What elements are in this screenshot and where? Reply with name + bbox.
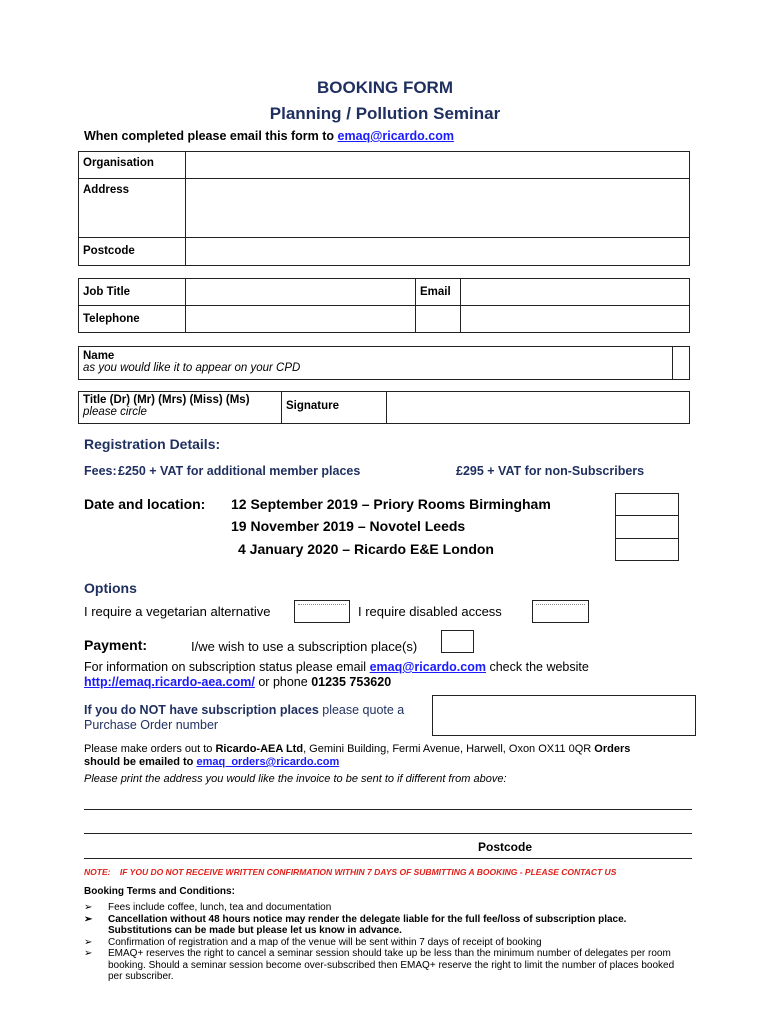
website-link[interactable]: http://emaq.ricardo-aea.com/ (84, 675, 255, 689)
options-heading: Options (84, 580, 137, 596)
postcode-label: Postcode (79, 238, 186, 266)
form-title: BOOKING FORM (317, 78, 453, 97)
date-checkbox-2[interactable] (615, 515, 679, 539)
term-text: Cancellation without 48 hours notice may render the delegate liable for the full fee/loss of subscription place. Substitutions can be made but please let us know in advance. (108, 913, 627, 936)
email-field[interactable] (461, 279, 690, 306)
note-label: NOTE: (84, 867, 111, 877)
note-text: IF YOU DO NOT RECEIVE WRITTEN CONFIRMATION WITHIN 7 DAYS OF SUBMITTING A BOOKING - PLEASE CONTACT US (119, 867, 617, 877)
organisation-field[interactable] (186, 152, 690, 179)
date-location-label: Date and location: (84, 496, 206, 512)
info-mid-text: check the website (489, 660, 589, 674)
arrow-bullet-icon: ➢ (84, 948, 93, 959)
invoice-address-line-1[interactable] (84, 809, 692, 810)
name-table (78, 346, 690, 380)
date-option-3: 4 January 2020 – Ricardo E&E London (238, 541, 494, 557)
list-item (84, 902, 684, 914)
phone-text: or phone (258, 675, 308, 689)
invoice-postcode-line[interactable] (84, 858, 692, 859)
date-option-1: 12 September 2019 – Priory Rooms Birmingham (231, 496, 551, 512)
postcode-field[interactable] (186, 238, 690, 266)
job-title-field[interactable] (186, 279, 416, 306)
po-bold-text: If you do NOT have subscription places (84, 703, 319, 717)
terms-list (84, 902, 684, 983)
list-item (84, 914, 684, 937)
disabled-access-checkbox[interactable] (532, 600, 589, 623)
payment-label: Payment: (84, 637, 148, 653)
vegetarian-label: I require a vegetarian alternative (84, 604, 271, 619)
term-text: Confirmation of registration and a map of the venue will be sent within 7 days of receipt of booking (108, 936, 542, 948)
organisation-label: Organisation (79, 152, 186, 179)
list-item (84, 937, 684, 949)
purchase-order-field[interactable] (432, 695, 696, 736)
empty-cell (416, 306, 461, 333)
email-label: Email (416, 279, 461, 306)
orders-instruction (84, 743, 684, 769)
list-item (84, 948, 684, 983)
subscription-checkbox[interactable] (441, 630, 474, 653)
subscription-label: I/we wish to use a subscription place(s) (191, 639, 418, 654)
job-title-label: Job Title (79, 279, 186, 306)
address-label: Address (79, 179, 186, 238)
term-text: EMAQ+ reserves the right to cancel a seminar session should take up be less than the minimum number of delegates per room booking. Should a seminar session become over-subscribed then EMAQ+ reserve the right to limit the number of places booked per subscriber. (108, 948, 675, 982)
invoice-note: Please print the address you would like the invoice to be sent to if different from above: (84, 773, 507, 785)
company-name: Ricardo-AEA Ltd (215, 743, 304, 755)
contact-email-link[interactable]: emaq@ricardo.com (337, 129, 454, 143)
purchase-order-text (84, 703, 404, 733)
date-checkbox-1[interactable] (615, 493, 679, 516)
orders-line2: should be emailed to (84, 756, 194, 768)
job-details-table (78, 278, 690, 333)
po-rest-text: please quote a (322, 703, 405, 717)
phone-number: 01235 753620 (311, 675, 392, 689)
empty-cell (461, 306, 690, 333)
contact-details-table (78, 151, 690, 266)
name-note: as you would like it to appear on your CPD (83, 362, 301, 374)
vegetarian-checkbox[interactable] (294, 600, 350, 623)
title-signature-table (78, 391, 690, 424)
orders-email-link[interactable]: emaq_orders@ricardo.com (196, 756, 340, 768)
confirmation-note (84, 867, 616, 877)
company-address: , Gemini Building, Fermi Avenue, Harwell, Oxon OX11 0QR (303, 743, 592, 755)
arrow-bullet-icon: ➢ (84, 902, 93, 913)
name-label: Name (83, 350, 115, 362)
invoice-postcode-label: Postcode (478, 840, 533, 854)
member-fee: £250 + VAT for additional member places (118, 464, 361, 478)
signature-field[interactable] (387, 392, 690, 424)
telephone-label: Telephone (79, 306, 186, 333)
disabled-access-label: I require disabled access (358, 604, 502, 619)
date-checkbox-3[interactable] (615, 538, 679, 561)
po-line2: Purchase Order number (84, 718, 219, 732)
term-text: Fees include coffee, lunch, tea and documentation (108, 902, 332, 913)
name-label-cell (79, 347, 673, 380)
title-options-label[interactable]: Title (Dr) (Mr) (Mrs) (Miss) (Ms) (83, 394, 250, 406)
orders-bold: Orders (594, 743, 631, 755)
email-instruction (84, 129, 454, 143)
terms-heading: Booking Terms and Conditions: (84, 886, 235, 897)
info-text: For information on subscription status please email (84, 660, 367, 674)
invoice-address-line-2[interactable] (84, 833, 692, 834)
title-note: please circle (83, 406, 147, 418)
signature-label: Signature (282, 392, 387, 424)
registration-heading: Registration Details: (84, 436, 221, 452)
form-subtitle: Planning / Pollution Seminar (269, 104, 501, 123)
date-option-2: 19 November 2019 – Novotel Leeds (231, 518, 466, 534)
arrow-bullet-icon: ➢ (84, 936, 93, 948)
nonsubscriber-fee: £295 + VAT for non-Subscribers (456, 464, 645, 478)
title-label-cell (79, 392, 282, 424)
subscription-info (84, 660, 684, 690)
fees-label: Fees: (84, 464, 117, 478)
name-field[interactable] (672, 347, 689, 380)
orders-text: Please make orders out to (84, 743, 213, 755)
email-instruction-text: When completed please email this form to (84, 129, 335, 143)
telephone-field[interactable] (186, 306, 416, 333)
info-email-link[interactable]: emaq@ricardo.com (369, 660, 486, 674)
address-field[interactable] (186, 179, 690, 238)
arrow-bullet-icon: ➢ (84, 913, 93, 925)
